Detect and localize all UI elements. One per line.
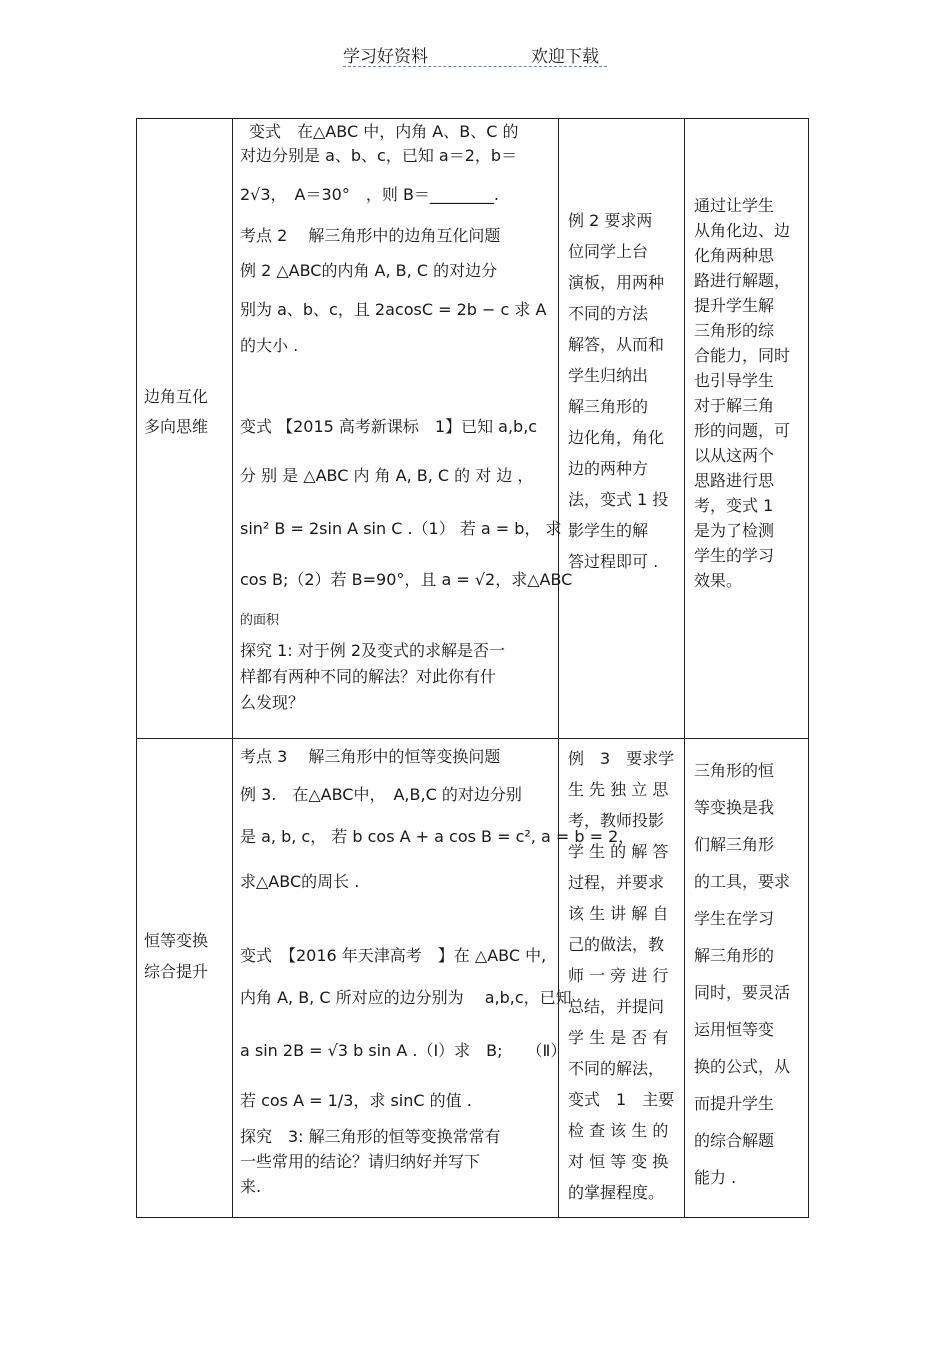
content-line: 来.: [240, 1177, 262, 1196]
purpose-line: 合能力，同时: [694, 346, 791, 365]
content-line: 样都有两种不同的解法？对此你有什: [240, 667, 497, 686]
method-line: 边化角，角化: [568, 428, 665, 447]
purpose-line: 等变换是我: [694, 798, 775, 817]
purpose-line: 效果。: [694, 571, 743, 590]
purpose-line: 以从这两个: [694, 446, 775, 465]
content-line: 例 3. 在△ABC中， A,B,C 的对边分别: [240, 785, 522, 804]
method-line: 师 一 旁 进 行: [568, 966, 669, 985]
method-line: 检 查 该 生 的: [568, 1121, 669, 1140]
content-line: 别为 a、b、c，且 2acosC = 2b − c 求 A: [240, 300, 547, 319]
method-line: 例 2 要求两: [568, 211, 653, 230]
content-line: cos B;（2）若 B=90°，且 a = √2，求△ABC: [240, 570, 573, 589]
method-line: 学生归纳出: [568, 366, 649, 385]
content-line: sin² B = 2sin A sin C .（1） 若 a = b， 求: [240, 519, 562, 538]
content-line: 变式 【2016 年天津高考 】在 △ABC 中,: [240, 946, 547, 965]
method-line: 变式 1 主要: [568, 1090, 675, 1109]
purpose-line: 的综合解题: [694, 1131, 775, 1150]
purpose-line: 从角化边、边: [694, 221, 791, 240]
purpose-line: 对于解三角: [694, 396, 775, 415]
purpose-line: 提升学生解: [694, 296, 775, 315]
purpose-line: 思路进行思: [694, 471, 775, 490]
method-line: 法，变式 1 投: [568, 490, 669, 509]
purpose-line: 也引导学生: [694, 371, 775, 390]
method-line: 解三角形的: [568, 397, 649, 416]
purpose-line: 们解三角形: [694, 835, 775, 854]
method-line: 不同的解法，: [568, 1059, 665, 1078]
lesson-table: [136, 118, 809, 1218]
content-line: 分 别 是 △ABC 内 角 A, B, C 的 对 边 ，: [240, 466, 534, 485]
content-line: 若 cos A = 1/3，求 sinC 的值 .: [240, 1091, 472, 1110]
purpose-line: 是为了检测: [694, 521, 775, 540]
purpose-line: 学生的学习: [694, 546, 775, 565]
header-left-text: 学习好资料: [343, 47, 428, 67]
method-line: 演板，用两种: [568, 273, 665, 292]
purpose-line: 路进行解题，: [694, 271, 791, 290]
purpose-line: 化角两种思: [694, 246, 775, 265]
content-line: 考点 2 解三角形中的边角互化问题: [240, 226, 501, 245]
method-line: 生 先 独 立 思: [568, 780, 669, 799]
column-divider: [684, 119, 685, 1217]
purpose-line: 运用恒等变: [694, 1020, 775, 1039]
row-divider: [137, 738, 808, 739]
page-header: [343, 40, 607, 67]
content-line: 变式 在△ABC 中，内角 A、B、C 的: [249, 122, 519, 141]
method-line: 解答，从而和: [568, 335, 665, 354]
content-line: 求△ABC的周长 .: [240, 872, 360, 891]
purpose-line: 通过让学生: [694, 196, 775, 215]
method-line: 的掌握程度。: [568, 1183, 665, 1202]
header-right-text: 欢迎下载: [531, 47, 599, 67]
method-line: 考，教师投影: [568, 811, 665, 830]
method-line: 学 生 的 解 答: [568, 842, 669, 861]
content-line: a sin 2B = √3 b sin A .（Ⅰ）求 B; （Ⅱ）: [240, 1041, 567, 1060]
method-line: 对 恒 等 变 换: [568, 1152, 669, 1171]
purpose-line: 考，变式 1: [694, 496, 774, 515]
method-line: 己的做法，教: [568, 935, 665, 954]
content-line: 对边分别是 a、b、c，已知 a＝2，b＝: [240, 146, 518, 165]
content-line: 例 2 △ABC的内角 A, B, C 的对边分: [240, 261, 498, 280]
content-line: 是 a, b, c， 若 b cos A + a cos B = c², a = b = 2，: [240, 827, 635, 846]
method-line: 不同的方法: [568, 304, 649, 323]
purpose-line: 解三角形的: [694, 946, 775, 965]
method-line: 总结，并提问: [568, 997, 665, 1016]
purpose-line: 而提升学生: [694, 1094, 775, 1113]
method-line: 该 生 讲 解 自: [568, 904, 669, 923]
method-line: 位同学上台: [568, 242, 649, 261]
method-line: 答过程即可 .: [568, 552, 659, 571]
purpose-line: 学生在学习: [694, 909, 775, 928]
row2-label-line: 恒等变换: [144, 931, 209, 950]
purpose-line: 的工具，要求: [694, 872, 791, 891]
content-line: 考点 3 解三角形中的恒等变换问题: [240, 747, 501, 766]
content-line: 2√3， A＝30° ，则 B＝________.: [240, 185, 500, 204]
method-line: 学 生 是 否 有: [568, 1028, 669, 1047]
content-line: 探究 1: 对于例 2及变式的求解是否一: [240, 641, 506, 660]
method-line: 例 3 要求学: [568, 749, 675, 768]
method-line: 边的两种方: [568, 459, 649, 478]
row1-label-line: 多向思维: [144, 417, 209, 436]
content-line: 内角 A, B, C 所对应的边分别为 a,b,c，已知: [240, 988, 572, 1007]
row1-label-line: 边角互化: [144, 387, 209, 406]
content-line: 么发现？: [240, 693, 305, 712]
method-line: 过程，并要求: [568, 873, 665, 892]
method-line: 影学生的解: [568, 521, 649, 540]
content-line: 探究 3: 解三角形的恒等变换常常有: [240, 1127, 501, 1146]
purpose-line: 换的公式，从: [694, 1057, 791, 1076]
content-line: 一些常用的结论？请归纳好并写下: [240, 1152, 481, 1171]
purpose-line: 能力 .: [694, 1168, 737, 1187]
content-line: 的面积: [240, 613, 280, 628]
row2-label-line: 综合提升: [144, 962, 209, 981]
content-line: 变式 【2015 高考新课标 1】已知 a,b,c: [240, 417, 538, 436]
content-line: 的大小 .: [240, 336, 299, 355]
column-divider: [232, 119, 233, 1217]
purpose-line: 形的问题，可: [694, 421, 791, 440]
purpose-line: 三角形的综: [694, 321, 775, 340]
purpose-line: 三角形的恒: [694, 761, 775, 780]
purpose-line: 同时，要灵活: [694, 983, 791, 1002]
